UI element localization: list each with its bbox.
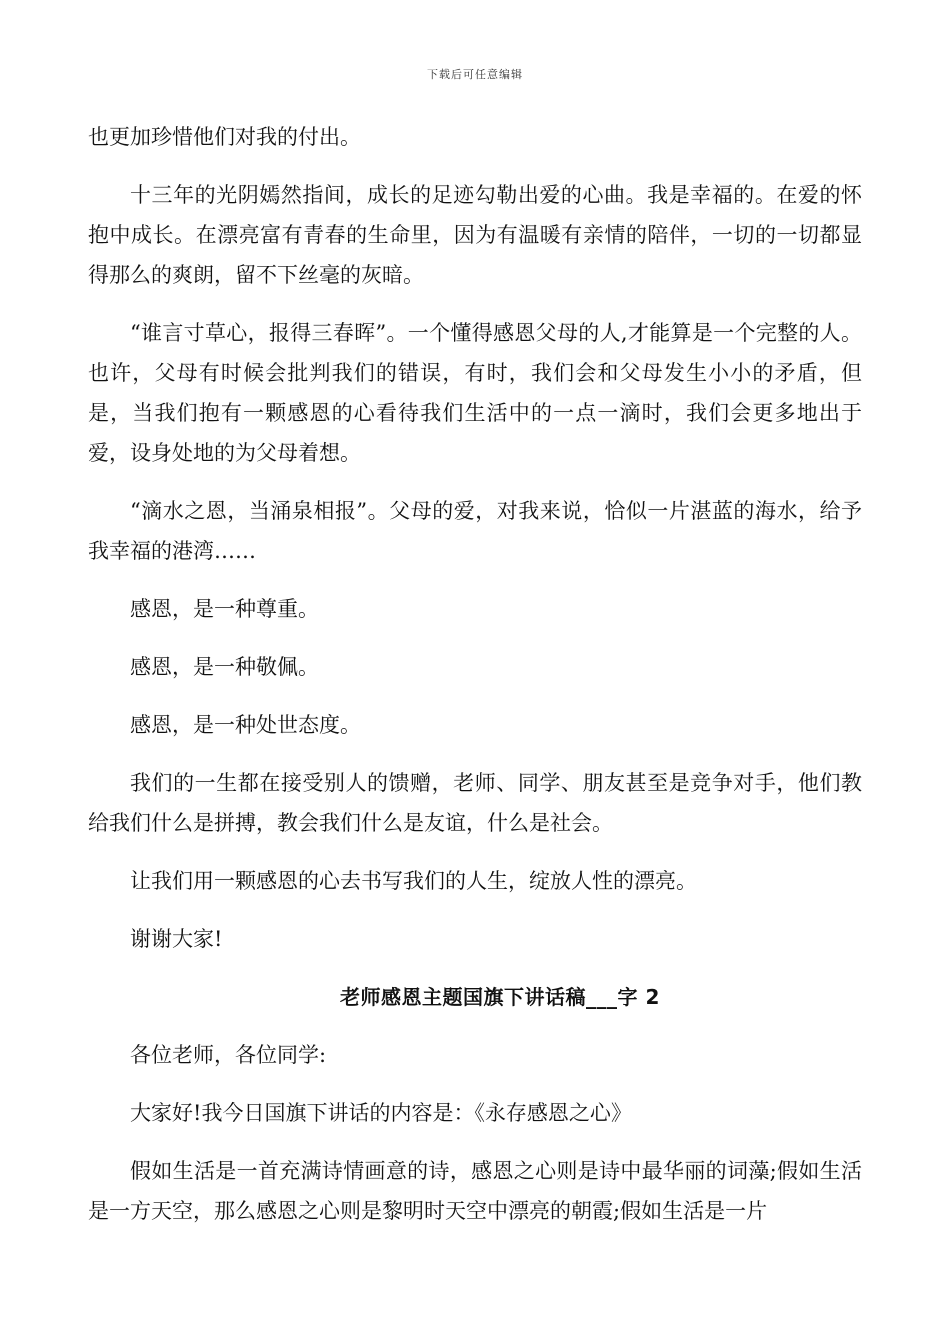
- page-header-note: 下载后可任意编辑: [427, 68, 523, 81]
- document-body: [88, 117, 862, 1249]
- paragraph-write-life: 让我们用一颗感恩的心去书写我们的人生，绽放人性的漂亮。: [130, 869, 697, 893]
- paragraph-attitude: 感恩，是一种处世态度。: [130, 713, 361, 737]
- paragraph-parents-love: “滴水之恩，当涌泉相报”。父母的爱，对我来说，恰似一片湛蓝的海水，给予我幸福的港湾……: [88, 499, 862, 563]
- section-heading: 老师感恩主题国旗下讲话稿___字 2: [340, 985, 660, 1009]
- paragraph-growth: 十三年的光阴嫣然指间，成长的足迹勾勒出爱的心曲。我是幸福的。在爱的怀抱中成长。在漂亮富有青春的生命里，因为有温暖有亲情的陪伴，一切的一切都显得那么的爽朗，留不下丝毫的灰暗。: [88, 183, 862, 287]
- paragraph-gratitude-parents: “谁言寸草心，报得三春晖”。一个懂得感恩父母的人,才能算是一个完整的人。也许，父母有时候会批判我们的错误，有时，我们会和父母发生小小的矛盾，但是，当我们抱有一颗感恩的心看待我们生活中的一点一滴时，我们会更多地出于爱，设身处地的为父母着想。: [88, 321, 862, 465]
- paragraph-gifts: 我们的一生都在接受别人的馈赠，老师、同学、朋友甚至是竞争对手，他们教给我们什么是拼搏，教会我们什么是友谊，什么是社会。: [88, 771, 862, 835]
- paragraph-admiration: 感恩，是一种敬佩。: [130, 655, 319, 679]
- paragraph-metaphor: 假如生活是一首充满诗情画意的诗，感恩之心则是诗中最华丽的词藻;假如生活是一方天空，那么感恩之心则是黎明时天空中漂亮的朝霞;假如生活是一片: [88, 1159, 862, 1223]
- paragraph-thanks: 谢谢大家!: [130, 927, 223, 951]
- paragraph-continuation: 也更加珍惜他们对我的付出。: [88, 125, 361, 149]
- paragraph-respect: 感恩，是一种尊重。: [130, 597, 319, 621]
- paragraph-greeting: 各位老师，各位同学:: [130, 1043, 327, 1067]
- paragraph-topic: 大家好!我今日国旗下讲话的内容是：《永存感恩之心》: [130, 1101, 632, 1125]
